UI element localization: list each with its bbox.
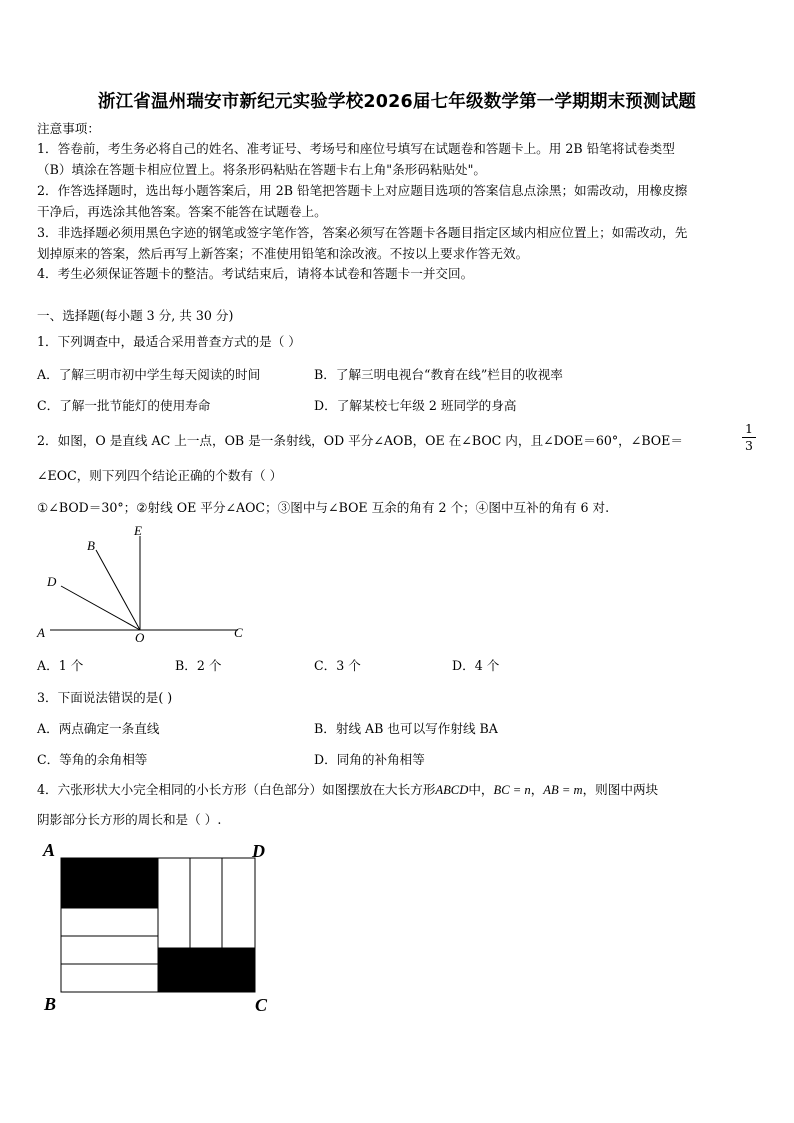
label-a: A bbox=[37, 625, 45, 640]
q2-stem-line3: ①∠BOD＝30°；②射线 OE 平分∠AOC；③图中与∠BOE 互余的角有 2 个；④图中互补的角有 6 对. bbox=[37, 500, 610, 515]
q4-comma: ， bbox=[530, 782, 544, 797]
q2-stem-line2: ∠EOC，则下列四个结论正确的个数有（ ） bbox=[37, 468, 283, 483]
notice-line: 划掉原来的答案，然后再写上新答案；不准使用铅笔和涂改液。不按以上要求作答无效。 bbox=[37, 246, 529, 261]
notice-line: 4．考生必须保证答题卡的整洁。考试结束后，请将本试卷和答题卡一并交回。 bbox=[37, 266, 474, 281]
q3-option-a: A．两点确定一条直线 bbox=[37, 721, 160, 736]
q1-option-d: D．了解某校七年级 2 班同学的身高 bbox=[314, 398, 517, 413]
q3-option-b: B．射线 AB 也可以写作射线 BA bbox=[314, 721, 498, 736]
q4-bc-eq: BC = n bbox=[493, 783, 531, 797]
q3-option-c: C．等角的余角相等 bbox=[37, 752, 148, 767]
fraction-denominator: 3 bbox=[745, 438, 753, 453]
q4-rectangle-figure bbox=[36, 838, 286, 1018]
q1-stem: 1．下列调查中，最适合采用普查方式的是（ ） bbox=[37, 334, 301, 349]
shaded-rectangle-bottom bbox=[158, 948, 255, 992]
q4-rect-name: ABCD bbox=[435, 783, 469, 797]
label-b: B bbox=[44, 994, 57, 1014]
q4-ab-eq: AB = m bbox=[543, 783, 583, 797]
label-a: A bbox=[43, 840, 56, 860]
label-d: D bbox=[252, 841, 265, 861]
notice-line: 干净后，再选涂其他答案。答案不能答在试题卷上。 bbox=[37, 204, 327, 219]
q3-option-d: D．同角的补角相等 bbox=[314, 752, 425, 767]
label-c: C bbox=[255, 995, 268, 1015]
label-e: E bbox=[134, 523, 142, 538]
q2-option-d: D．4 个 bbox=[452, 658, 500, 673]
q2-option-a: A．1 个 bbox=[37, 658, 84, 673]
q4-stem-part: ，则图中两块 bbox=[582, 782, 659, 797]
q2-fraction bbox=[742, 421, 756, 454]
q4-stem-line2: 阴影部分长方形的周长和是（ ）. bbox=[37, 812, 222, 827]
q1-option-a: A．了解三明市初中学生每天阅读的时间 bbox=[37, 367, 261, 382]
q1-option-b: B．了解三明电视台“教育在线”栏目的收视率 bbox=[314, 367, 563, 382]
q3-stem: 3．下面说法错误的是( ) bbox=[37, 690, 173, 705]
q2-option-b: B．2 个 bbox=[175, 658, 222, 673]
fraction-numerator: 1 bbox=[742, 421, 756, 438]
label-b: B bbox=[87, 538, 95, 553]
q2-angle-figure bbox=[30, 520, 260, 650]
notice-line: 2．作答选择题时，选出每小题答案后，用 2B 铅笔把答题卡上对应题目选项的答案信息点涂黑；如需改动，用橡皮擦 bbox=[37, 183, 688, 198]
q4-stem-part: 中， bbox=[468, 782, 494, 797]
shaded-rectangle-top bbox=[61, 858, 158, 908]
q2-stem-line1: 2．如图，O 是直线 AC 上一点，OB 是一条射线，OD 平分∠AOB，OE 在∠BOC 内，且∠DOE＝60°，∠BOE＝ bbox=[37, 433, 683, 448]
section-heading: 一、选择题(每小题 3 分, 共 30 分) bbox=[37, 308, 234, 323]
notice-line: （B）填涂在答题卡相应位置上。将条形码粘贴在答题卡右上角"条形码粘贴处"。 bbox=[37, 162, 487, 177]
notice-line: 1．答卷前，考生务必将自己的姓名、准考证号、考场号和座位号填写在试题卷和答题卡上。用 2B 铅笔将试卷类型 bbox=[37, 141, 675, 156]
q1-option-c: C．了解一批节能灯的使用寿命 bbox=[37, 398, 211, 413]
label-d: D bbox=[47, 574, 57, 589]
page-title: 浙江省温州瑞安市新纪元实验学校2026届七年级数学第一学期期末预测试题 bbox=[97, 92, 697, 112]
q4-stem-part: 4．六张形状大小完全相同的小长方形（白色部分）如图摆放在大长方形 bbox=[37, 782, 436, 797]
notice-line: 3．非选择题必须用黑色字迹的钢笔或签字笔作答，答案必须写在答题卡各题目指定区域内相应位置上；如需改动，先 bbox=[37, 225, 688, 240]
label-c: C bbox=[234, 625, 243, 640]
q4-stem-line1 bbox=[37, 780, 658, 800]
q2-option-c: C．3 个 bbox=[314, 658, 361, 673]
notice-heading: 注意事项： bbox=[37, 121, 100, 136]
label-o: O bbox=[135, 630, 145, 645]
